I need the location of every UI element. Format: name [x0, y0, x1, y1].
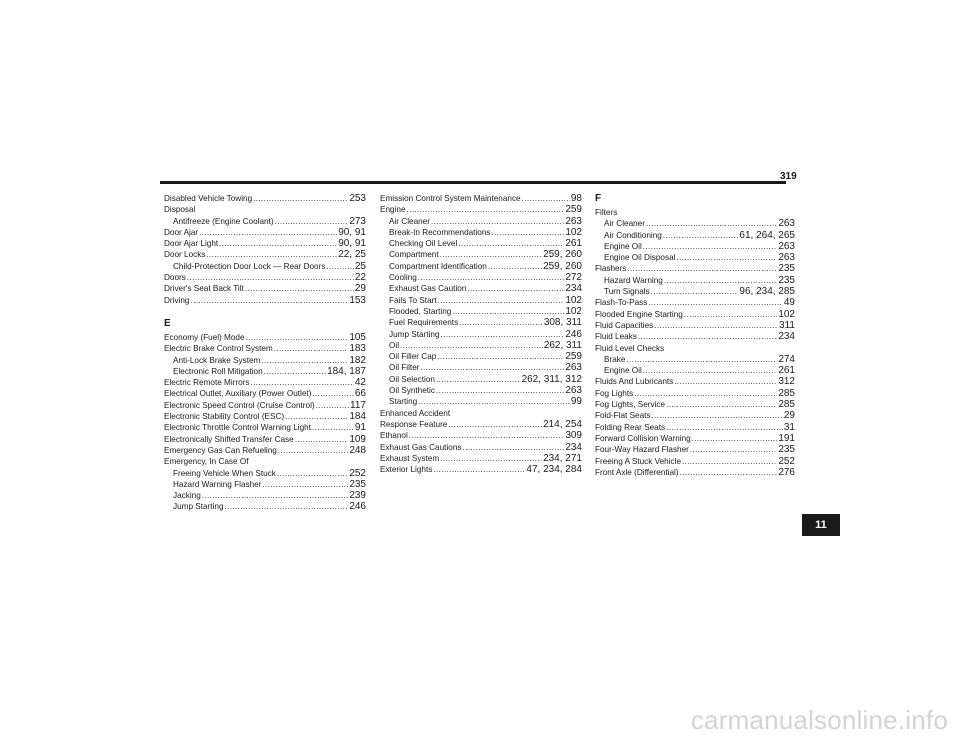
index-entry: [595, 399, 795, 410]
index-entry: [595, 467, 795, 478]
index-term: Fluids And Lubricants: [595, 377, 674, 387]
index-term: Exhaust System: [380, 453, 440, 463]
dot-leader: [643, 365, 778, 376]
index-term: Break-In Recommendations: [389, 227, 491, 237]
index-entry: [595, 410, 795, 421]
dot-leader: [462, 442, 564, 453]
index-page-numbers[interactable]: 262, 311, 312: [521, 373, 582, 385]
index-page-numbers[interactable]: 259: [565, 351, 582, 363]
index-page-numbers[interactable]: 308, 311: [543, 317, 582, 329]
dot-leader: [684, 309, 777, 320]
index-entry: [380, 419, 582, 430]
index-page-numbers[interactable]: 261: [778, 365, 795, 377]
index-entry: [595, 456, 795, 467]
index-entry: [164, 204, 366, 215]
watermark: carmanualsonline.info: [690, 705, 948, 735]
chapter-tab[interactable]: 11: [802, 514, 840, 536]
dot-leader: [436, 385, 564, 396]
index-entry: [595, 343, 795, 354]
index-subentry: [380, 385, 582, 396]
index-page-numbers[interactable]: 49: [783, 297, 795, 309]
index-page-numbers[interactable]: 235: [778, 274, 795, 286]
dot-leader: [491, 227, 564, 238]
index-page-numbers[interactable]: 311: [779, 319, 795, 331]
index-page-numbers[interactable]: 153: [349, 294, 366, 306]
index-page-numbers[interactable]: 184, 187: [327, 365, 366, 377]
index-term: Door Locks: [164, 250, 206, 260]
index-term: Electric Brake Control System: [164, 344, 273, 354]
dot-leader: [225, 501, 349, 512]
index-entry: [164, 295, 366, 306]
dot-leader: [654, 320, 778, 331]
index-term: Hazard Warning: [604, 275, 663, 285]
dot-leader: [626, 354, 777, 365]
index-page-numbers[interactable]: 246: [349, 501, 366, 513]
dot-leader: [285, 411, 348, 422]
dot-leader: [312, 422, 354, 433]
index-page-numbers[interactable]: 25: [354, 260, 366, 272]
index-term: Driver's Seat Back Tilt: [164, 284, 244, 294]
index-page-numbers[interactable]: 262, 311: [543, 339, 582, 351]
dot-leader: [436, 374, 521, 385]
dot-leader: [275, 216, 349, 227]
dot-leader: [682, 456, 777, 467]
index-page-numbers[interactable]: 259, 260: [543, 249, 582, 261]
index-entry: [380, 193, 582, 204]
index-term: Driving: [164, 295, 190, 305]
index-subentry: [164, 468, 366, 479]
index-term: Flooded Engine Starting: [595, 309, 683, 319]
index-entry: [380, 453, 582, 464]
index-subentry: [164, 261, 366, 272]
index-page-numbers[interactable]: 235: [778, 444, 795, 456]
index-subentry: [595, 354, 795, 365]
index-term: Engine: [380, 205, 406, 215]
dot-leader: [692, 433, 778, 444]
index-term: Oil Synthetic: [389, 386, 435, 396]
index-subentry: [595, 241, 795, 252]
index-page-numbers[interactable]: 263: [565, 215, 582, 227]
index-entry: [595, 309, 795, 320]
dot-leader: [452, 306, 564, 317]
index-term: Disabled Vehicle Towing: [164, 194, 253, 203]
index-page-numbers[interactable]: 312: [778, 376, 795, 388]
index-term: Door Ajar Light: [164, 239, 219, 249]
index-term: Exterior Lights: [380, 465, 433, 475]
index-entry: [164, 193, 366, 204]
index-subentry: [164, 216, 366, 227]
index-entry: [595, 422, 795, 433]
dot-leader: [440, 249, 542, 260]
index-subentry: [595, 218, 795, 229]
dot-leader: [690, 444, 777, 455]
dot-leader: [295, 434, 349, 445]
dot-leader: [274, 343, 349, 354]
index-term: Door Ajar: [164, 227, 199, 237]
index-subentry: [595, 365, 795, 376]
index-term: Engine Oil: [604, 366, 642, 376]
index-term: Enhanced Accident: [380, 408, 451, 418]
dot-leader: [643, 241, 778, 252]
index-page-numbers[interactable]: 235: [778, 263, 795, 275]
index-page-numbers[interactable]: 259, 260: [543, 260, 582, 272]
index-term: Oil Filter: [389, 363, 420, 373]
index-term: Fluid Level Checks: [595, 343, 665, 353]
index-term: Jacking: [173, 491, 201, 501]
index-section-letter: E: [164, 317, 171, 329]
index-subentry: [380, 329, 582, 340]
dot-leader: [646, 218, 777, 229]
index-term: Filters: [595, 208, 618, 217]
index-subentry: [380, 295, 582, 306]
index-page-numbers[interactable]: 102: [778, 308, 795, 320]
dot-leader: [312, 388, 353, 399]
dot-leader: [187, 272, 354, 283]
index-term: Oil Selection: [389, 374, 435, 384]
dot-leader: [251, 377, 354, 388]
dot-leader: [219, 238, 337, 249]
index-subentry: [164, 355, 366, 366]
index-page-numbers[interactable]: 248: [349, 444, 366, 456]
index-entry: [164, 400, 366, 411]
index-page-numbers[interactable]: 214, 254: [543, 418, 582, 430]
index-term: Fluid Capacities: [595, 320, 654, 330]
index-entry: [595, 263, 795, 274]
index-term: Compartment Identification: [389, 261, 487, 271]
index-page-numbers[interactable]: 29: [783, 410, 795, 422]
dot-leader: [202, 490, 349, 501]
dot-leader: [448, 419, 542, 430]
dot-leader: [206, 249, 337, 260]
index-page-numbers[interactable]: 184: [349, 411, 366, 423]
index-entry: [164, 249, 366, 260]
index-term: Fuel Requirements: [389, 318, 459, 328]
index-term: Air Cleaner: [389, 216, 430, 226]
index-term: Starting: [389, 397, 418, 407]
index-term: Electronically Shifted Transfer Case: [164, 434, 294, 444]
index-page-numbers[interactable]: 234, 271: [543, 452, 582, 464]
index-term: Electronic Throttle Control Warning Light: [164, 423, 311, 433]
index-subentry: [380, 216, 582, 227]
index-page-numbers[interactable]: 239: [349, 490, 366, 502]
index-subentry: [380, 374, 582, 385]
index-page-numbers[interactable]: 102: [565, 226, 582, 238]
index-entry: [595, 388, 795, 399]
index-entry: [164, 434, 366, 445]
dot-leader: [418, 272, 565, 283]
index-subentry: [164, 479, 366, 490]
dot-leader: [663, 230, 739, 241]
dot-leader: [326, 261, 353, 272]
index-page-numbers[interactable]: 234: [565, 441, 582, 453]
index-page-numbers[interactable]: 285: [778, 399, 795, 411]
index-page-numbers[interactable]: 285: [778, 387, 795, 399]
index-column-2: [380, 193, 582, 475]
dot-leader: [418, 396, 570, 407]
index-page-numbers[interactable]: 309: [565, 430, 582, 442]
index-entry: [595, 297, 795, 308]
index-section-letter: F: [595, 193, 602, 204]
index-page-numbers[interactable]: 263: [565, 362, 582, 374]
index-page-numbers[interactable]: 105: [349, 331, 366, 343]
index-term: Electronic Speed Control (Cruise Control): [164, 400, 315, 410]
index-entry: [380, 430, 582, 441]
dot-leader: [458, 238, 564, 249]
dot-leader: [190, 295, 348, 306]
index-term: Flash-To-Pass: [595, 298, 648, 308]
index-term: Folding Rear Seats: [595, 422, 666, 432]
index-page-numbers[interactable]: 22: [354, 272, 366, 284]
index-term: Doors: [164, 273, 186, 283]
index-page-numbers[interactable]: 183: [349, 343, 366, 355]
dot-leader: [674, 376, 777, 387]
index-page-numbers[interactable]: 47, 234, 284: [526, 464, 582, 476]
index-term: Freeing Vehicle When Stuck: [173, 468, 276, 478]
index-page-numbers[interactable]: 191: [778, 432, 795, 444]
dot-leader: [651, 286, 739, 297]
dot-leader: [253, 193, 348, 204]
index-entry: [164, 422, 366, 433]
dot-leader: [638, 331, 777, 342]
index-page-numbers[interactable]: 98: [570, 193, 582, 204]
index-term: Disposal: [164, 205, 196, 215]
index-page-numbers[interactable]: 182: [349, 354, 366, 366]
index-term: Oil: [389, 340, 400, 350]
index-subentry: [595, 230, 795, 241]
index-term: Brake: [604, 354, 626, 364]
index-subentry: [380, 249, 582, 260]
index-page-numbers[interactable]: 263: [778, 218, 795, 230]
index-entry: [164, 272, 366, 283]
dot-leader: [400, 340, 543, 351]
index-page-numbers[interactable]: 99: [570, 396, 582, 408]
index-page-numbers[interactable]: 22, 25: [338, 249, 366, 261]
dot-leader: [433, 464, 525, 475]
dot-leader: [437, 351, 564, 362]
index-entry: [164, 343, 366, 354]
index-term: Air Cleaner: [604, 219, 645, 229]
index-term: Fog Lights, Service: [595, 400, 666, 410]
index-term: Ethanol: [380, 431, 408, 441]
index-page-numbers[interactable]: 109: [349, 433, 366, 445]
dot-leader: [278, 445, 348, 456]
index-term: Electric Remote Mirrors: [164, 378, 250, 388]
index-term: Flooded, Starting: [389, 306, 452, 316]
index-term: Fails To Start: [389, 295, 437, 305]
index-entry: [164, 283, 366, 294]
dot-leader: [627, 263, 777, 274]
index-term: Hazard Warning Flasher: [173, 479, 262, 489]
index-term: Engine Oil: [604, 241, 642, 251]
index-term: Antifreeze (Engine Coolant): [173, 216, 274, 226]
dot-leader: [199, 227, 337, 238]
index-subentry: [380, 340, 582, 351]
index-term: Freeing A Stuck Vehicle: [595, 456, 682, 466]
index-subentry: [380, 306, 582, 317]
index-page-numbers[interactable]: 259: [565, 204, 582, 216]
index-page-numbers[interactable]: 234: [565, 283, 582, 295]
index-entry: [164, 238, 366, 249]
dot-leader: [246, 332, 349, 343]
index-term: Emergency, In Case Of: [164, 457, 249, 467]
index-page-numbers[interactable]: 261: [565, 238, 582, 250]
dot-leader: [409, 430, 565, 441]
index-term: Anti-Lock Brake System: [173, 355, 261, 365]
index-entry: [380, 204, 582, 215]
index-page-numbers[interactable]: 90, 91: [338, 238, 366, 250]
index-page-numbers[interactable]: 42: [354, 377, 366, 389]
dot-leader: [652, 410, 783, 421]
index-page-numbers[interactable]: 102: [565, 294, 582, 306]
index-page-numbers[interactable]: 234: [778, 331, 795, 343]
index-page-numbers[interactable]: 29: [354, 283, 366, 295]
dot-leader: [264, 366, 326, 377]
dot-leader: [420, 362, 564, 373]
index-term: Electronic Roll Mitigation: [173, 366, 263, 376]
index-subentry: [380, 362, 582, 373]
index-entry: [164, 445, 366, 456]
index-entry: [380, 464, 582, 475]
index-subentry: [380, 227, 582, 238]
index-term: Cooling: [389, 273, 417, 283]
index-page-numbers[interactable]: 272: [565, 272, 582, 284]
index-page-numbers[interactable]: 252: [349, 467, 366, 479]
index-column-1: [164, 193, 366, 513]
index-subentry: [380, 272, 582, 283]
index-entry: [164, 332, 366, 343]
index-subentry: [595, 275, 795, 286]
index-term: Fog Lights: [595, 388, 634, 398]
index-subentry: [380, 261, 582, 272]
index-term: Exhaust Gas Caution: [389, 284, 467, 294]
index-entry: [164, 227, 366, 238]
dot-leader: [440, 453, 542, 464]
index-page-numbers[interactable]: 90, 91: [338, 226, 366, 238]
index-term: Air Conditioning: [604, 230, 662, 240]
index-subentry: [380, 351, 582, 362]
index-term: Electrical Outlet, Auxiliary (Power Outlet): [164, 389, 312, 399]
header-rule: [160, 181, 786, 184]
index-entry: [380, 442, 582, 453]
index-page-numbers[interactable]: 263: [565, 385, 582, 397]
index-entry: [595, 320, 795, 331]
dot-leader: [634, 388, 777, 399]
dot-leader: [277, 468, 348, 479]
page-number: 319: [780, 171, 797, 182]
index-term: Emission Control System Maintenance: [380, 194, 521, 203]
index-page-numbers[interactable]: 235: [349, 478, 366, 490]
dot-leader: [680, 467, 778, 478]
index-subentry: [164, 501, 366, 512]
dot-leader: [261, 355, 348, 366]
index-entry: [164, 456, 366, 467]
index-entry: [595, 207, 795, 218]
index-subentry: [164, 366, 366, 377]
dot-leader: [438, 295, 565, 306]
index-term: Checking Oil Level: [389, 239, 458, 249]
index-term: Compartment: [389, 250, 439, 260]
dot-leader: [262, 479, 348, 490]
index-term: Turn Signals: [604, 287, 650, 297]
index-entry: [595, 331, 795, 342]
dot-leader: [648, 297, 783, 308]
dot-leader: [488, 261, 542, 272]
index-term: Fluid Leaks: [595, 332, 637, 342]
dot-leader: [522, 193, 570, 204]
index-page-numbers[interactable]: 246: [565, 328, 582, 340]
index-page-numbers[interactable]: 117: [350, 399, 366, 411]
index-page-numbers[interactable]: 102: [565, 305, 582, 317]
index-page-numbers[interactable]: 252: [778, 455, 795, 467]
index-entry: [595, 376, 795, 387]
index-subentry: [595, 286, 795, 297]
index-page-numbers[interactable]: 263: [778, 240, 795, 252]
index-term: Fold-Flat Seats: [595, 411, 651, 421]
index-term: Oil Filler Cap: [389, 352, 437, 362]
dot-leader: [666, 422, 783, 433]
index-entry: [595, 444, 795, 455]
index-entry: [164, 388, 366, 399]
index-term: Jump Starting: [173, 502, 224, 512]
index-subentry: [164, 490, 366, 501]
dot-leader: [431, 216, 564, 227]
index-page-numbers[interactable]: 273: [349, 215, 366, 227]
index-term: Forward Collision Warning: [595, 433, 691, 443]
index-term: Exhaust Gas Cautions: [380, 442, 462, 452]
dot-leader: [407, 204, 565, 215]
index-term: Emergency Gas Can Refueling: [164, 445, 277, 455]
index-subentry: [380, 317, 582, 328]
index-entry: [164, 377, 366, 388]
dot-leader: [666, 399, 777, 410]
index-entry: [595, 433, 795, 444]
index-term: Four-Way Hazard Flasher: [595, 445, 689, 455]
index-page-numbers[interactable]: 66: [354, 388, 366, 400]
index-term: Child-Protection Door Lock — Rear Doors: [173, 261, 326, 271]
index-page-numbers[interactable]: 31: [783, 421, 795, 433]
index-term: Engine Oil Disposal: [604, 253, 676, 263]
index-entry: [164, 411, 366, 422]
index-term: Jump Starting: [389, 329, 440, 339]
index-term: Economy (Fuel) Mode: [164, 332, 245, 342]
index-subentry: [380, 396, 582, 407]
index-term: Electronic Stability Control (ESC): [164, 412, 285, 422]
dot-leader: [245, 283, 354, 294]
dot-leader: [664, 275, 777, 286]
index-subentry: [380, 283, 582, 294]
dot-leader: [316, 400, 349, 411]
dot-leader: [459, 317, 543, 328]
index-page-numbers[interactable]: 253: [349, 193, 366, 204]
index-subentry: [595, 252, 795, 263]
index-term: Flashers: [595, 264, 627, 274]
index-column-3: [595, 193, 795, 478]
index-page-numbers[interactable]: 61, 264, 265: [739, 229, 795, 241]
index-entry: [380, 408, 582, 419]
dot-leader: [676, 252, 777, 263]
index-page-numbers[interactable]: 91: [354, 422, 366, 434]
index-page-numbers[interactable]: 96, 234, 285: [739, 286, 795, 298]
index-page-numbers[interactable]: 274: [778, 353, 795, 365]
index-subentry: [380, 238, 582, 249]
dot-leader: [441, 329, 565, 340]
index-term: Response Feature: [380, 419, 448, 429]
index-page-numbers[interactable]: 276: [778, 466, 795, 478]
dot-leader: [467, 283, 564, 294]
index-page-numbers[interactable]: 263: [778, 252, 795, 264]
index-term: Front Axle (Differential): [595, 467, 679, 477]
